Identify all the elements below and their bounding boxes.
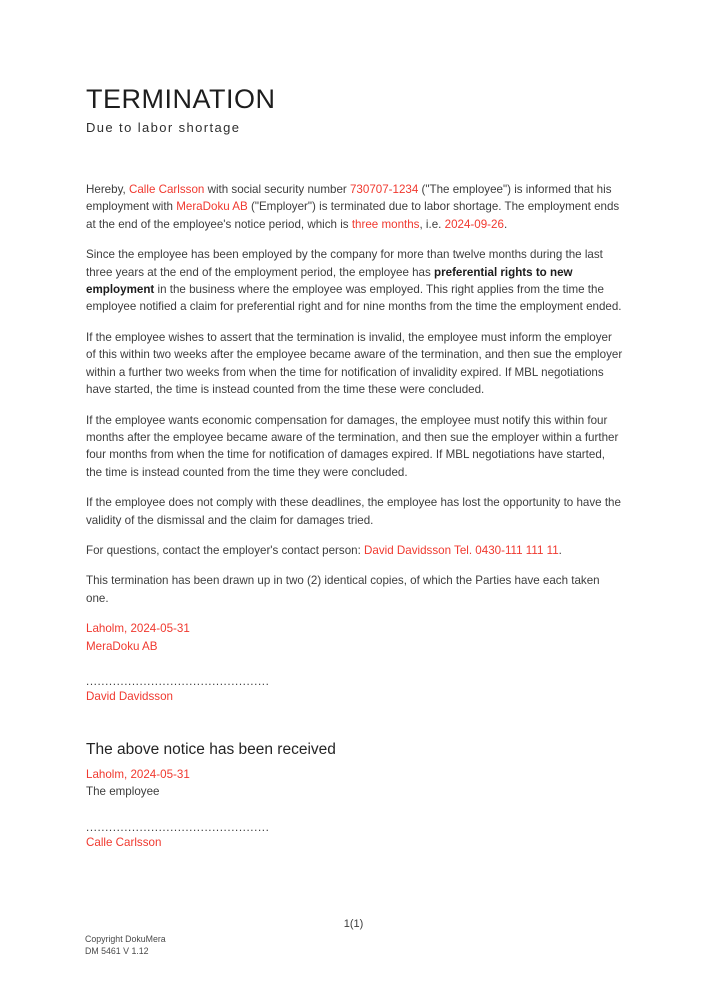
body-text: , i.e. <box>419 217 445 231</box>
body-text: in the business where the employee was employed. This right applies from the time the employee notified a claim for preferential right and for nine months from the time the employment ended. <box>86 283 622 314</box>
employee-signatory-name: Calle Carlsson <box>86 835 162 849</box>
bold-text: preferential rights to new employment <box>86 265 573 297</box>
body-text: ("Employer") is terminated due to labor shortage. The employment ends at the end of the employee's notice period, which is <box>86 200 620 231</box>
page-number: 1(1) <box>343 918 364 930</box>
employer-signature-block <box>86 620 623 705</box>
body-text: If the employee wants economic compensation for damages, the employee must notify this within four months after the employee became aware of the termination, and then sue the employer within a further four months from when the time for notification of damages expired. If MBL negotiations have started, the time is instead counted from the time they were concluded. <box>86 413 619 479</box>
paragraph <box>86 542 623 559</box>
received-heading: The above notice has been received <box>86 741 336 759</box>
signature-line: ................................................ <box>86 820 270 834</box>
highlighted-text: three months <box>351 217 420 231</box>
body-text: If the employee does not comply with these deadlines, the employee has lost the opportunity to have the validity of the dismissal and the claim for damages tried. <box>86 496 621 527</box>
document-content <box>86 84 623 851</box>
highlighted-text: MeraDoku AB <box>176 200 248 214</box>
body-text: Hereby, <box>86 183 129 197</box>
copyright-line2: DM 5461 V 1.12 <box>85 946 149 956</box>
highlighted-text: Calle Carlsson <box>128 183 205 197</box>
paragraph <box>86 246 623 316</box>
copyright <box>85 933 166 957</box>
body-text: with social security number <box>204 183 350 197</box>
highlighted-text: 2024-09-26 <box>444 217 504 231</box>
paragraph <box>86 181 623 233</box>
paragraph <box>86 572 623 607</box>
body-text: If the employee wishes to assert that the termination is invalid, the employee must inform the employer of this within two weeks after the employee became aware of the termination, and then sue the employer within a further two weeks from when the time for notification of invalidity expired. If MBL negotiations have started, the time is instead counted from the time these were concluded. <box>86 330 623 397</box>
body-text: For questions, contact the employer's contact person: <box>86 543 365 557</box>
paragraphs <box>86 181 623 607</box>
body-text: Since the employee has been employed by the company for more than twelve months during the last three years at the end of the employment period, the employee has <box>86 248 603 279</box>
highlighted-text: David Davidsson Tel. 0430-111 111 11 <box>364 543 559 557</box>
document-title: TERMINATION <box>86 84 276 114</box>
received-place-date: Laholm, 2024-05-31 <box>86 767 190 781</box>
employer-company: MeraDoku AB <box>86 639 158 653</box>
body-text: ("The employee") is informed that his employment with <box>86 183 612 214</box>
copyright-line1: Copyright DokuMera <box>85 934 166 944</box>
paragraph <box>86 494 623 529</box>
body-text: . <box>503 217 508 231</box>
paragraph <box>86 412 623 482</box>
paragraph <box>86 329 623 399</box>
employer-signatory-name: David Davidsson <box>86 689 173 703</box>
employer-place-date: Laholm, 2024-05-31 <box>86 622 190 636</box>
body-text: This termination has been drawn up in two (2) identical copies, of which the Parties have each taken one. <box>86 574 600 605</box>
signature-line: ................................................ <box>86 674 270 688</box>
received-role: The employee <box>86 785 160 799</box>
highlighted-text: 730707-1234 <box>349 183 419 197</box>
document-subtitle: Due to labor shortage <box>86 120 241 136</box>
received-section <box>86 741 623 851</box>
body-text: . <box>558 543 562 557</box>
